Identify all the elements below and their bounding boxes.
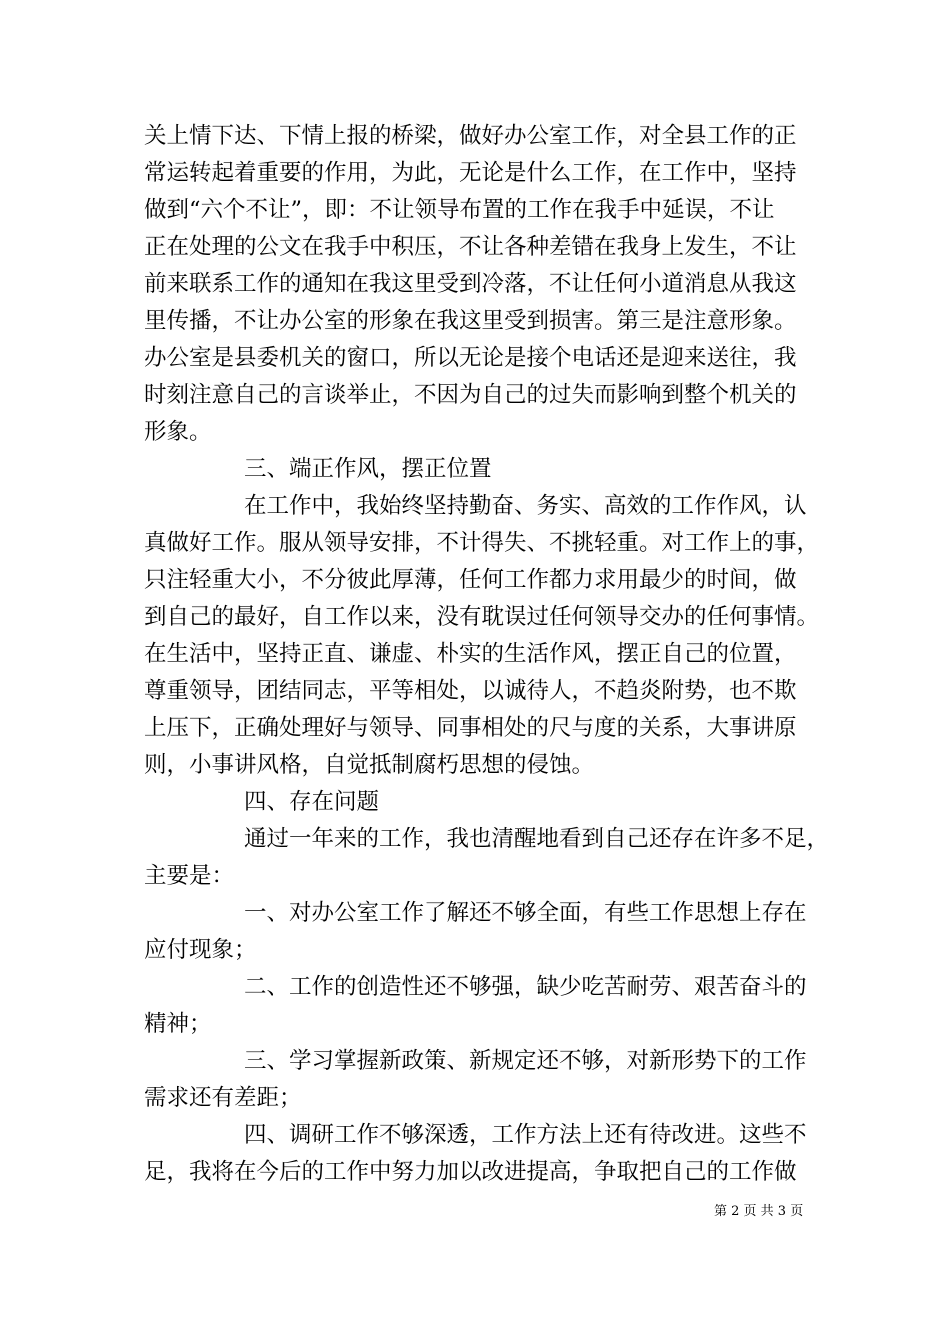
text-line: 尊重领导，团结同志，平等相处，以诚待人，不趋炎附势，也不欺 [144, 678, 797, 704]
text-line: 里传播，不让办公室的形象在我这里受到损害。第三是注意形象。 [144, 308, 797, 334]
text-line: 关上情下达、下情上报的桥梁，做好办公室工作，对全县工作的正 [144, 123, 797, 149]
text-line: 真做好工作。服从领导安排，不计得失、不挑轻重。对工作上的事， [144, 530, 820, 556]
text-line: 通过一年来的工作，我也清醒地看到自己还存在许多不足， [244, 826, 830, 852]
text-line: 精神； [144, 1011, 212, 1037]
text-line: 二、工作的创造性还不够强，缺少吃苦耐劳、艰苦奋斗的 [244, 974, 807, 1000]
text-line: 在生活中，坚持正直、谦虚、朴实的生活作风，摆正自己的位置， [144, 641, 797, 667]
text-line: 三、学习掌握新政策、新规定还不够，对新形势下的工作 [244, 1048, 807, 1074]
text-line: 需求还有差距； [144, 1085, 302, 1111]
text-line: 上压下，正确处理好与领导、同事相处的尺与度的关系，大事讲原 [144, 715, 797, 741]
text-line: 足，我将在今后的工作中努力加以改进提高，争取把自己的工作做 [144, 1159, 797, 1185]
text-line: 办公室是县委机关的窗口，所以无论是接个电话还是迎来送往，我 [144, 345, 797, 371]
text-line: 四、调研工作不够深透，工作方法上还有待改进。这些不 [244, 1122, 807, 1148]
section-heading: 三、端正作风，摆正位置 [244, 456, 492, 482]
text-line: 前来联系工作的通知在我这里受到冷落，不让任何小道消息从我这 [144, 271, 797, 297]
text-line: 主要是： [144, 863, 235, 889]
text-line: 到自己的最好，自工作以来，没有耽误过任何领导交办的任何事情。 [144, 604, 820, 630]
page-number-footer: 第 2 页 共 3 页 [714, 1204, 804, 1219]
text-line: 做到“六个不让”，即：不让领导布置的工作在我手中延误，不让 [144, 197, 775, 223]
section-heading: 四、存在问题 [244, 789, 380, 815]
text-line: 只注轻重大小，不分彼此厚薄，任何工作都力求用最少的时间，做 [144, 567, 797, 593]
text-line: 应付现象； [144, 937, 257, 963]
text-line: 形象。 [144, 419, 212, 445]
text-line: 常运转起着重要的作用，为此，无论是什么工作，在工作中，坚持 [144, 160, 797, 186]
text-line: 一、对办公室工作了解还不够全面，有些工作思想上存在 [244, 900, 807, 926]
text-line: 时刻注意自己的言谈举止，不因为自己的过失而影响到整个机关的 [144, 382, 797, 408]
text-line: 正在处理的公文在我手中积压，不让各种差错在我身上发生，不让 [144, 234, 797, 260]
text-line: 在工作中，我始终坚持勤奋、务实、高效的工作作风，认 [244, 493, 807, 519]
text-line: 则，小事讲风格，自觉抵制腐朽思想的侵蚀。 [144, 752, 595, 778]
